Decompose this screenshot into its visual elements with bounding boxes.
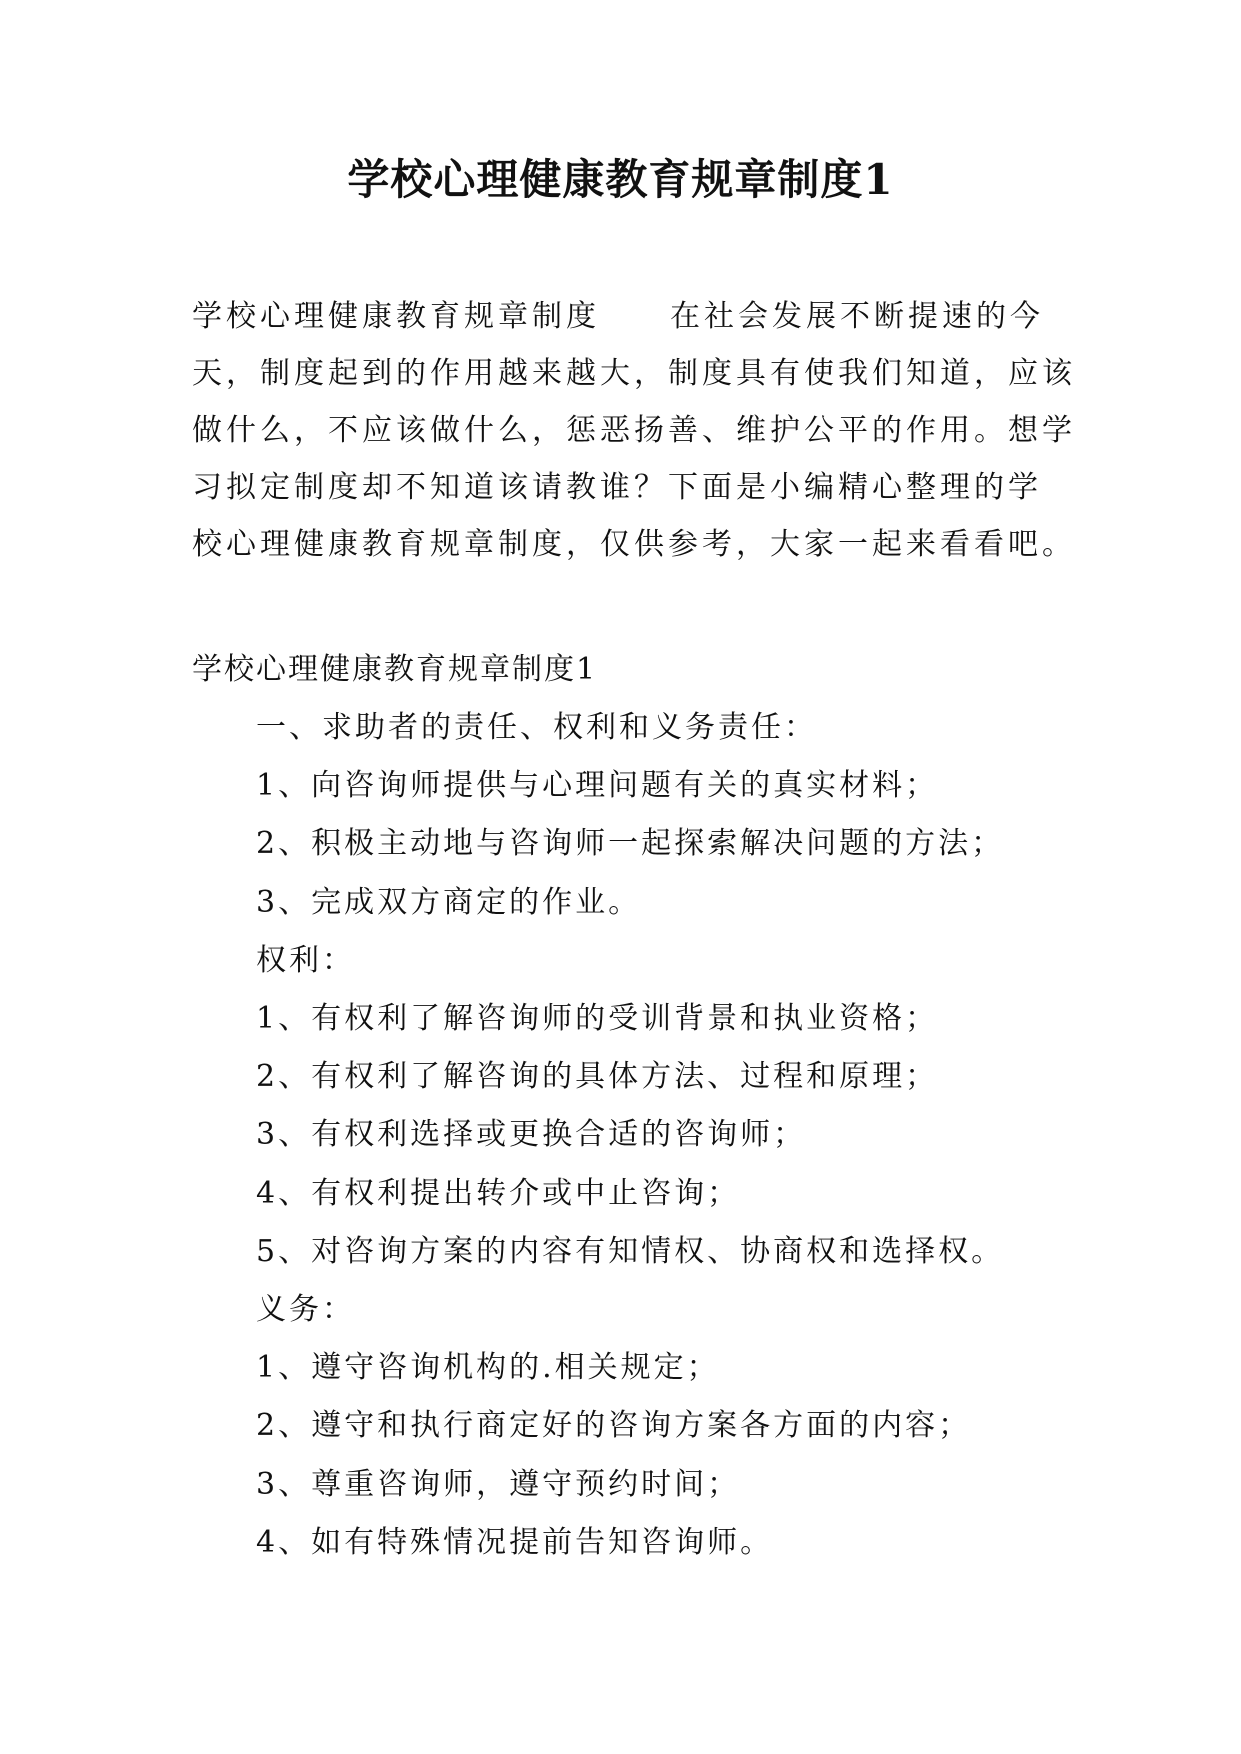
intro-line-text: 在社会发展不断提速的今 [670, 299, 1044, 334]
intro-line [192, 345, 1076, 402]
list-item: 1、遵守咨询机构的.相关规定； [256, 1350, 720, 1386]
document-title: 学校心理健康教育规章制度1 [347, 155, 894, 204]
intro-line-text: 天，制度起到的作用越来越大，制度具有使我们知道，应该 [192, 356, 1076, 391]
section-title: 学校心理健康教育规章制度1 [192, 652, 598, 687]
intro-line [192, 288, 1072, 345]
list-item: 5、对咨询方案的内容有知情权、协商权和选择权。 [256, 1233, 1005, 1269]
list-item: 2、有权利了解咨询的具体方法、过程和原理； [256, 1059, 939, 1095]
list-item: 3、尊重咨询师，遵守预约时间； [256, 1466, 741, 1502]
intro-line-text: 做什么，不应该做什么，惩恶扬善、维护公平的作用。想学 [192, 413, 1076, 448]
rules-list [256, 699, 1004, 1572]
list-item: 2、遵守和执行商定好的咨询方案各方面的内容； [256, 1408, 972, 1444]
intro-line [192, 459, 1072, 516]
list-item: 1、向咨询师提供与心理问题有关的真实材料； [256, 768, 939, 804]
intro-line-text: 习拟定制度却不知道该请教谁？下面是小编精心整理的学 [192, 470, 1042, 505]
list-item: 1、有权利了解咨询师的受训背景和执业资格； [256, 1001, 939, 1037]
list-item: 义务： [256, 1292, 355, 1328]
list-item: 一、求助者的责任、权利和义务责任： [256, 710, 817, 745]
list-item: 3、完成双方商定的作业。 [256, 884, 642, 920]
list-item: 4、有权利提出转介或中止咨询； [256, 1175, 741, 1211]
list-item: 权利： [256, 942, 355, 978]
list-item: 4、如有特殊情况提前告知咨询师。 [256, 1524, 774, 1560]
intro-line [192, 516, 1076, 573]
intro-line-text: 校心理健康教育规章制度，仅供参考，大家一起来看看吧。 [192, 527, 1076, 562]
intro-paragraph [192, 288, 1076, 573]
list-item: 2、积极主动地与咨询师一起探索解决问题的方法； [256, 826, 1005, 862]
list-item: 3、有权利选择或更换合适的咨询师； [256, 1117, 807, 1153]
intro-line-text: 学校心理健康教育规章制度 [192, 299, 600, 334]
intro-line [192, 402, 1076, 459]
